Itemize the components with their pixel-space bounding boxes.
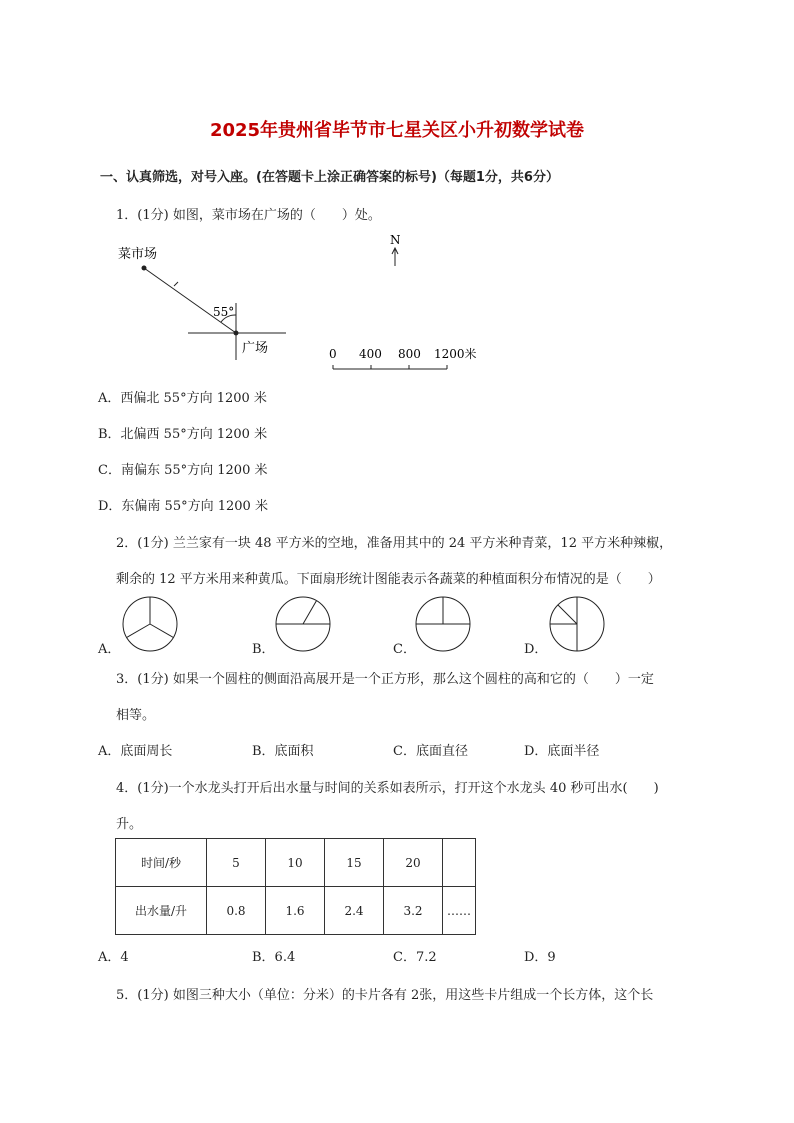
table-cell: 5 bbox=[207, 839, 266, 887]
q1-option-a: A．西偏北 55°方向 1200 米 bbox=[98, 391, 267, 406]
q2-stem-line1: 2．(1分) 兰兰家有一块 48 平方米的空地，准备用其中的 24 平方米种青菜，12 平方米种辣椒， bbox=[116, 536, 673, 551]
q2-label-c: C． bbox=[393, 642, 416, 657]
table-row bbox=[116, 839, 476, 887]
scale-0: 0 bbox=[329, 347, 337, 361]
q3-stem-line1: 3．(1分) 如果一个圆柱的侧面沿高展开是一个正方形，那么这个圆柱的高和它的（ ）一定 bbox=[116, 672, 654, 687]
q4-option-a: A．4 bbox=[98, 950, 129, 965]
table-cell bbox=[443, 839, 476, 887]
q1-option-d: D．东偏南 55°方向 1200 米 bbox=[98, 499, 268, 514]
north-label: N bbox=[390, 233, 401, 247]
table-cell: 20 bbox=[384, 839, 443, 887]
q2-pie-b bbox=[273, 594, 333, 654]
scale-800: 800 bbox=[398, 347, 421, 361]
q1-option-b: B．北偏西 55°方向 1200 米 bbox=[98, 427, 268, 442]
q1-option-c: C．南偏东 55°方向 1200 米 bbox=[98, 463, 268, 478]
q4-option-d: D．9 bbox=[524, 950, 556, 965]
q3-option-b: B．底面积 bbox=[252, 744, 314, 759]
table-cell: …… bbox=[443, 887, 476, 935]
q1-stem: 1．(1分) 如图，菜市场在广场的（ ）处。 bbox=[116, 208, 381, 223]
table-cell: 1.6 bbox=[266, 887, 325, 935]
q4-stem-line2: 升。 bbox=[116, 817, 143, 832]
square-label: 广场 bbox=[242, 341, 269, 356]
market-label: 菜市场 bbox=[118, 247, 158, 262]
market-line bbox=[144, 268, 236, 333]
table-cell: 2.4 bbox=[325, 887, 384, 935]
q2-pie-a bbox=[120, 594, 180, 654]
north-arrow-icon bbox=[392, 248, 398, 266]
q2-label-a: A． bbox=[98, 642, 121, 657]
q4-option-c: C．7.2 bbox=[393, 950, 437, 965]
q3-option-c: C．底面直径 bbox=[393, 744, 468, 759]
q2-pie-c bbox=[413, 594, 473, 654]
q3-stem-line2: 相等。 bbox=[116, 708, 156, 723]
exam-title: 2025年贵州省毕节市七星关区小升初数学试卷 bbox=[209, 120, 585, 141]
water-flow-table bbox=[115, 838, 476, 935]
table-cell: 10 bbox=[266, 839, 325, 887]
q2-label-d: D． bbox=[524, 642, 548, 657]
q2-pie-d bbox=[547, 594, 607, 654]
q4-stem-line1: 4．(1分)一个水龙头打开后出水量与时间的关系如表所示，打开这个水龙头 40 秒可出水( ) bbox=[116, 781, 659, 796]
table-cell: 3.2 bbox=[384, 887, 443, 935]
q5-stem-line1: 5．(1分) 如图三种大小（单位：分米）的卡片各有 2张，用这些卡片组成一个长方体，这个长 bbox=[116, 988, 654, 1003]
q4-option-b: B．6.4 bbox=[252, 950, 296, 965]
scale-bar bbox=[333, 365, 447, 369]
table-row bbox=[116, 887, 476, 935]
tick-mark bbox=[174, 282, 178, 286]
q1-direction-figure bbox=[110, 228, 490, 378]
q2-stem-line2: 剩余的 12 平方米用来种黄瓜。下面扇形统计图能表示各蔬菜的种植面积分布情况的是（ ） bbox=[116, 572, 661, 587]
section-heading: 一、认真筛选，对号入座。(在答题卡上涂正确答案的标号)（每题1分，共6分） bbox=[100, 170, 559, 185]
table-cell: 出水量/升 bbox=[116, 887, 207, 935]
angle-label: 55° bbox=[213, 305, 235, 319]
q2-label-b: B． bbox=[252, 642, 275, 657]
table-cell: 0.8 bbox=[207, 887, 266, 935]
table-cell: 15 bbox=[325, 839, 384, 887]
scale-400: 400 bbox=[359, 347, 382, 361]
q3-option-d: D．底面半径 bbox=[524, 744, 600, 759]
q3-option-a: A．底面周长 bbox=[98, 744, 173, 759]
scale-1200: 1200米 bbox=[434, 347, 477, 361]
square-point bbox=[234, 331, 239, 336]
table-cell: 时间/秒 bbox=[116, 839, 207, 887]
